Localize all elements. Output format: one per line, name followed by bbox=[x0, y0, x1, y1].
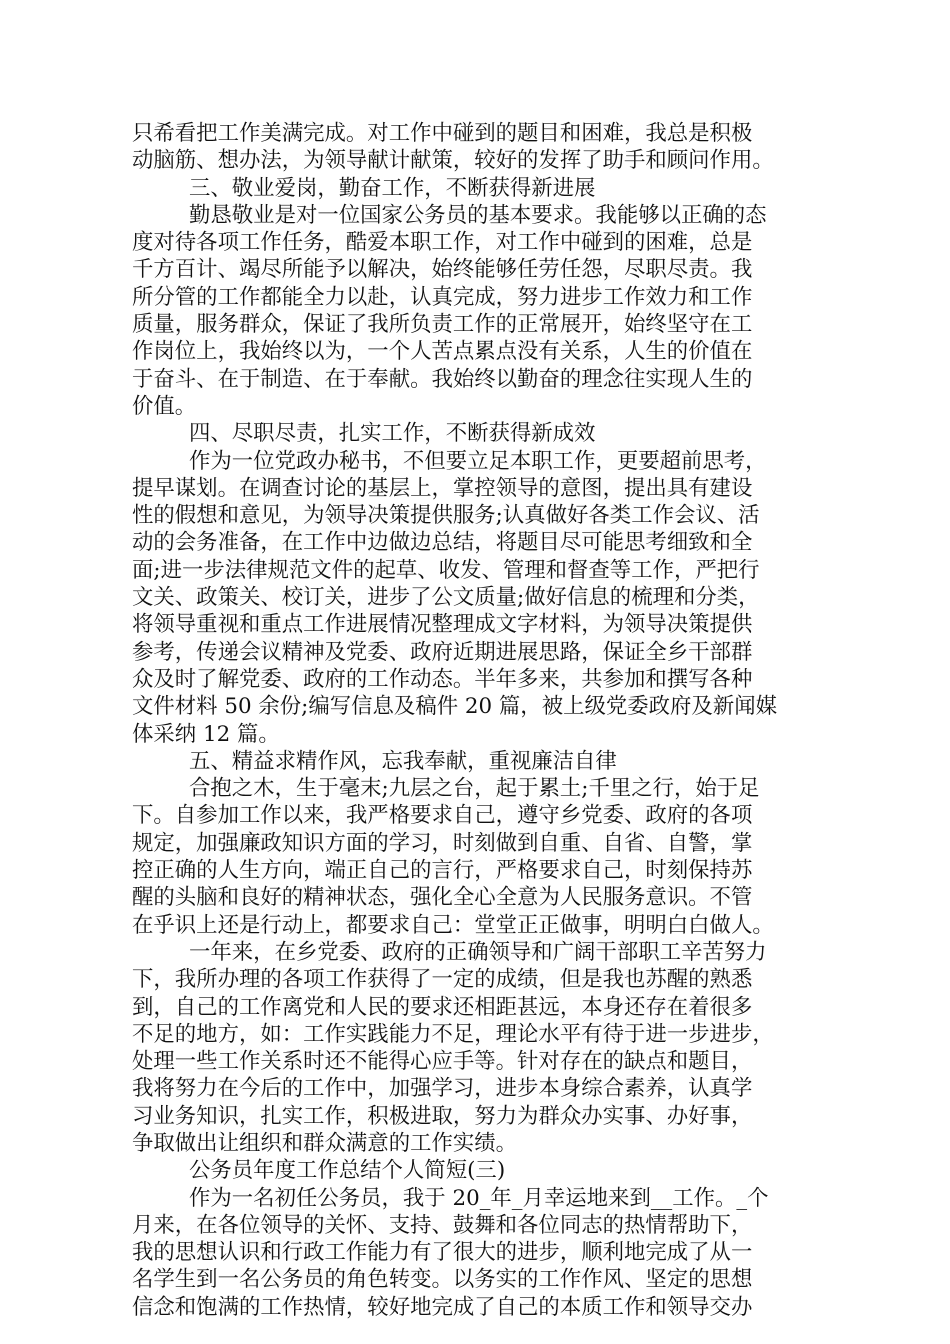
text-line: 作为一位党政办秘书，不但要立足本职工作，更要超前思考， bbox=[189, 448, 767, 474]
text-line: 将领导重视和重点工作进展情况整理成文字材料，为领导决策提供 bbox=[132, 612, 753, 638]
text-line: 一年来，在乡党委、政府的正确领导和广阔干部职工辛苦努力 bbox=[189, 939, 767, 965]
text-line: 动脑筋、想办法，为领导献计献策，较好的发挥了助手和顾问作用。 bbox=[132, 148, 774, 174]
text-line: 作为一名初任公务员，我于 20_年_月幸运地来到__工作。_个 bbox=[189, 1185, 769, 1211]
text-line: 所分管的工作都能全力以赴，认真完成，努力进步工作效力和工作 bbox=[132, 284, 753, 310]
text-line: 控正确的人生方向，端正自己的言行，严格要求自己，时刻保持苏 bbox=[132, 858, 753, 884]
text-line: 下。自参加工作以来，我严格要求自己，遵守乡党委、政府的各项 bbox=[132, 803, 753, 829]
text-line: 作岗位上，我始终以为，一个人苦点累点没有关系，人生的价值在 bbox=[132, 339, 753, 365]
text-line: 我的思想认识和行政工作能力有了很大的进步，顺利地完成了从一 bbox=[132, 1240, 753, 1266]
text-line: 千方百计、竭尽所能予以解决，始终能够任劳任怨，尽职尽责。我 bbox=[132, 257, 753, 283]
text-line: 下，我所办理的各项工作获得了一定的成绩，但是我也苏醒的熟悉 bbox=[132, 967, 753, 993]
text-line: 动的会务准备，在工作中边做边总结，将题目尽可能思考细致和全 bbox=[132, 530, 753, 556]
text-line: 处理一些工作关系时还不能得心应手等。针对存在的缺点和题目， bbox=[132, 1049, 753, 1075]
text-line: 习业务知识，扎实工作，积极进取，努力为群众办实事、办好事， bbox=[132, 1103, 753, 1129]
text-line: 五、精益求精作风，忘我奉献，重视廉洁自律 bbox=[189, 748, 617, 774]
text-line: 月来，在各位领导的关怀、支持、鼓舞和各位同志的热情帮助下， bbox=[132, 1212, 753, 1238]
text-line: 到，自己的工作离党和人民的要求还相距甚远，本身还存在着很多 bbox=[132, 994, 753, 1020]
text-line: 性的假想和意见，为领导决策提供服务;认真做好各类工作会议、活 bbox=[132, 503, 760, 529]
text-line: 信念和饱满的工作热情，较好地完成了自己的本质工作和领导交办 bbox=[132, 1294, 753, 1320]
text-line: 不足的地方，如：工作实践能力不足，理论水平有待于进一步进步， bbox=[132, 1021, 774, 1047]
text-line: 四、尽职尽责，扎实工作，不断获得新成效 bbox=[189, 421, 596, 447]
text-line: 提早谋划。在调查讨论的基层上，掌控领导的意图，提出具有建设 bbox=[132, 475, 753, 501]
text-line: 合抱之木，生于毫末;九层之台，起于累土;千里之行，始于足 bbox=[189, 776, 760, 802]
text-line: 面;进一步法律规范文件的起草、收发、管理和督查等工作，严把行 bbox=[132, 557, 760, 583]
text-line: 文关、政策关、校订关，进步了公文质量;做好信息的梳理和分类， bbox=[132, 585, 760, 611]
text-line: 三、敬业爱岗，勤奋工作，不断获得新进展 bbox=[189, 175, 596, 201]
text-line: 价值。 bbox=[132, 393, 197, 419]
text-line: 众及时了解党委、政府的工作动态。半年多来，共参加和撰写各种 bbox=[132, 666, 753, 692]
document-page bbox=[132, 120, 817, 1321]
text-line: 质量，服务群众，保证了我所负责工作的正常展开，始终坚守在工 bbox=[132, 312, 753, 338]
text-line: 度对待各项工作任务，酷爱本职工作，对工作中碰到的困难，总是 bbox=[132, 230, 753, 256]
text-line: 在乎识上还是行动上，都要求自己：堂堂正正做事，明明白白做人。 bbox=[132, 912, 774, 938]
text-line: 公务员年度工作总结个人简短(三) bbox=[189, 1158, 506, 1184]
text-line: 于奋斗、在于制造、在于奉献。我始终以勤奋的理念往实现人生的 bbox=[132, 366, 753, 392]
text-line: 争取做出让组织和群众满意的工作实绩。 bbox=[132, 1130, 518, 1156]
text-line: 名学生到一名公务员的角色转变。以务实的工作作风、坚定的思想 bbox=[132, 1267, 753, 1293]
text-line: 规定，加强廉政知识方面的学习，时刻做到自重、自省、自警，掌 bbox=[132, 830, 753, 856]
text-line: 勤恳敬业是对一位国家公务员的基本要求。我能够以正确的态 bbox=[189, 202, 767, 228]
text-line: 参考，传递会议精神及党委、政府近期进展思路，保证全乡干部群 bbox=[132, 639, 753, 665]
text-line: 只希看把工作美满完成。对工作中碰到的题目和困难，我总是积极 bbox=[132, 121, 753, 146]
text-line: 体采纳 12 篇。 bbox=[132, 721, 280, 747]
text-line: 我将努力在今后的工作中，加强学习，进步本身综合素养，认真学 bbox=[132, 1076, 753, 1102]
text-line: 醒的头脑和良好的精神状态，强化全心全意为人民服务意识。不管 bbox=[132, 885, 753, 911]
text-line: 文件材料 50 余份;编写信息及稿件 20 篇，被上级党委政府及新闻媒 bbox=[132, 694, 777, 720]
